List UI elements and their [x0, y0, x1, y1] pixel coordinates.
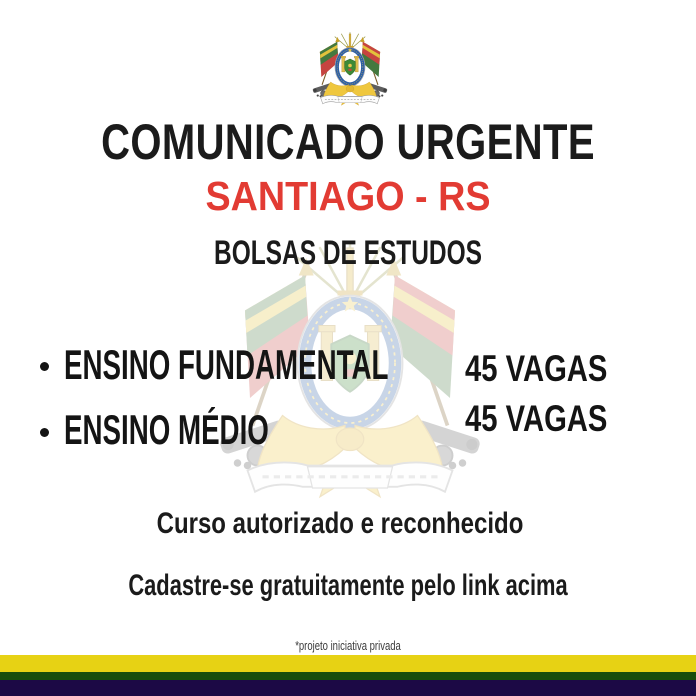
city-subtitle: SANTIAGO - RS: [205, 173, 491, 219]
page-title: COMUNICADO URGENTE: [101, 114, 595, 170]
bottom-stripes: [0, 655, 696, 696]
list-item-label: ENSINO FUNDAMENTAL: [64, 341, 389, 388]
list-item-value: 45 VAGAS: [465, 398, 608, 439]
bullet-icon: [40, 428, 49, 437]
authorized-course-text: Curso autorizado e reconhecido: [156, 507, 524, 540]
bullet-icon: [40, 362, 49, 371]
section-heading: BOLSAS DE ESTUDOS: [214, 234, 482, 272]
list-item-value: 45 VAGAS: [465, 348, 608, 389]
register-link-text: Cadastre-se gratuitamente pelo link acima: [128, 569, 568, 602]
navy-bar: [0, 680, 696, 696]
list-item-label: ENSINO MÉDIO: [64, 406, 269, 453]
private-initiative-note: *projeto iniciativa privada: [295, 639, 401, 653]
rs-coat-of-arms-icon: [307, 31, 393, 110]
yellow-bar: [0, 655, 696, 672]
green-bar: [0, 672, 696, 680]
